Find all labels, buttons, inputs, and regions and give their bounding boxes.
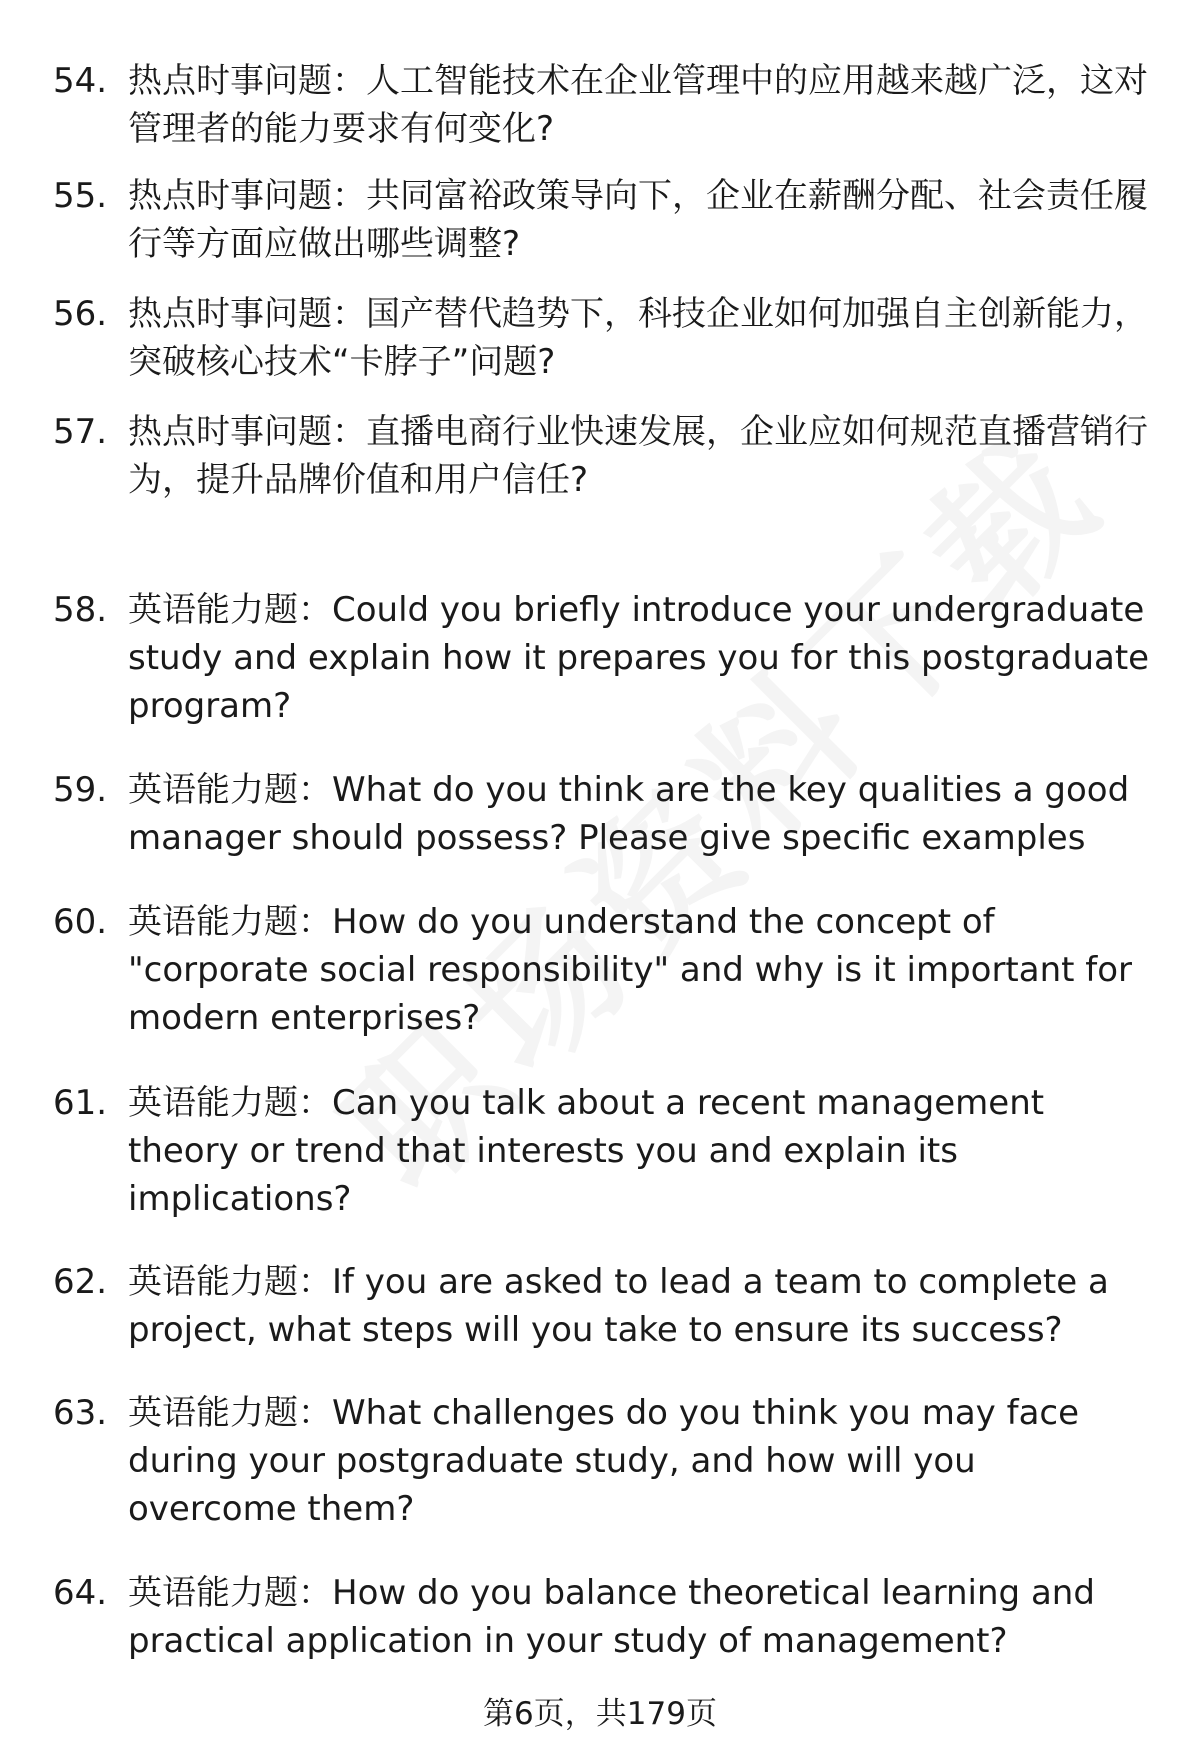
question-text xyxy=(128,172,1153,268)
question-text xyxy=(128,1079,1153,1223)
question-number: 63. xyxy=(53,1393,108,1433)
question-text xyxy=(128,408,1153,504)
question-category: 英语能力题： xyxy=(128,1393,332,1433)
question-category: 热点时事问题： xyxy=(128,294,366,334)
question-number: 58. xyxy=(53,590,108,630)
question-number: 60. xyxy=(53,902,108,942)
question-category: 英语能力题： xyxy=(128,1262,332,1302)
question-category: 英语能力题： xyxy=(128,770,332,810)
question-category: 热点时事问题： xyxy=(128,412,366,452)
question-body: Could you briefly introduce your undergraduate study and explain how it prepares you for this postgraduate program? xyxy=(128,590,1150,726)
question-text xyxy=(128,1389,1153,1533)
question-number: 57. xyxy=(53,412,108,452)
question-text xyxy=(128,290,1153,386)
question-body: 共同富裕政策导向下，企业在薪酬分配、社会责任履行等方面应做出哪些调整? xyxy=(128,176,1148,264)
question-body: What do you think are the key qualities a good manager should possess? Please give specific examples xyxy=(128,770,1130,858)
question-category: 英语能力题： xyxy=(128,1083,332,1123)
question-number: 56. xyxy=(53,294,108,334)
question-number: 55. xyxy=(53,176,108,216)
question-number: 62. xyxy=(53,1262,108,1302)
question-text xyxy=(128,586,1153,730)
question-text xyxy=(128,898,1153,1042)
question-text xyxy=(128,766,1153,862)
question-category: 热点时事问题： xyxy=(128,61,366,101)
question-body: 国产替代趋势下，科技企业如何加强自主创新能力，突破核心技术“卡脖子”问题? xyxy=(128,294,1148,382)
question-category: 英语能力题： xyxy=(128,902,332,942)
question-body: How do you balance theoretical learning and practical application in your study of management? xyxy=(128,1573,1095,1661)
question-number: 64. xyxy=(53,1573,108,1613)
question-text xyxy=(128,57,1153,153)
question-number: 59. xyxy=(53,770,108,810)
question-category: 英语能力题： xyxy=(128,1573,332,1613)
question-category: 英语能力题： xyxy=(128,590,332,630)
question-text xyxy=(128,1569,1153,1665)
question-body: What challenges do you think you may face during your postgraduate study, and how will you overcome them? xyxy=(128,1393,1080,1529)
question-body: If you are asked to lead a team to complete a project, what steps will you take to ensure its success? xyxy=(128,1262,1109,1350)
question-number: 54. xyxy=(53,61,108,101)
question-body: 人工智能技术在企业管理中的应用越来越广泛，这对管理者的能力要求有何变化? xyxy=(128,61,1148,149)
question-body: How do you understand the concept of "corporate social responsibility" and why is it important for modern enterprises? xyxy=(128,902,1133,1038)
question-text xyxy=(128,1258,1153,1354)
question-body: 直播电商行业快速发展，企业应如何规范直播营销行为，提升品牌价值和用户信任? xyxy=(128,412,1148,500)
question-body: Can you talk about a recent management theory or trend that interests you and explain its implications? xyxy=(128,1083,1045,1219)
question-number: 61. xyxy=(53,1083,108,1123)
question-category: 热点时事问题： xyxy=(128,176,366,216)
page-number-footer: 第6页，共179页 xyxy=(483,1696,717,1732)
